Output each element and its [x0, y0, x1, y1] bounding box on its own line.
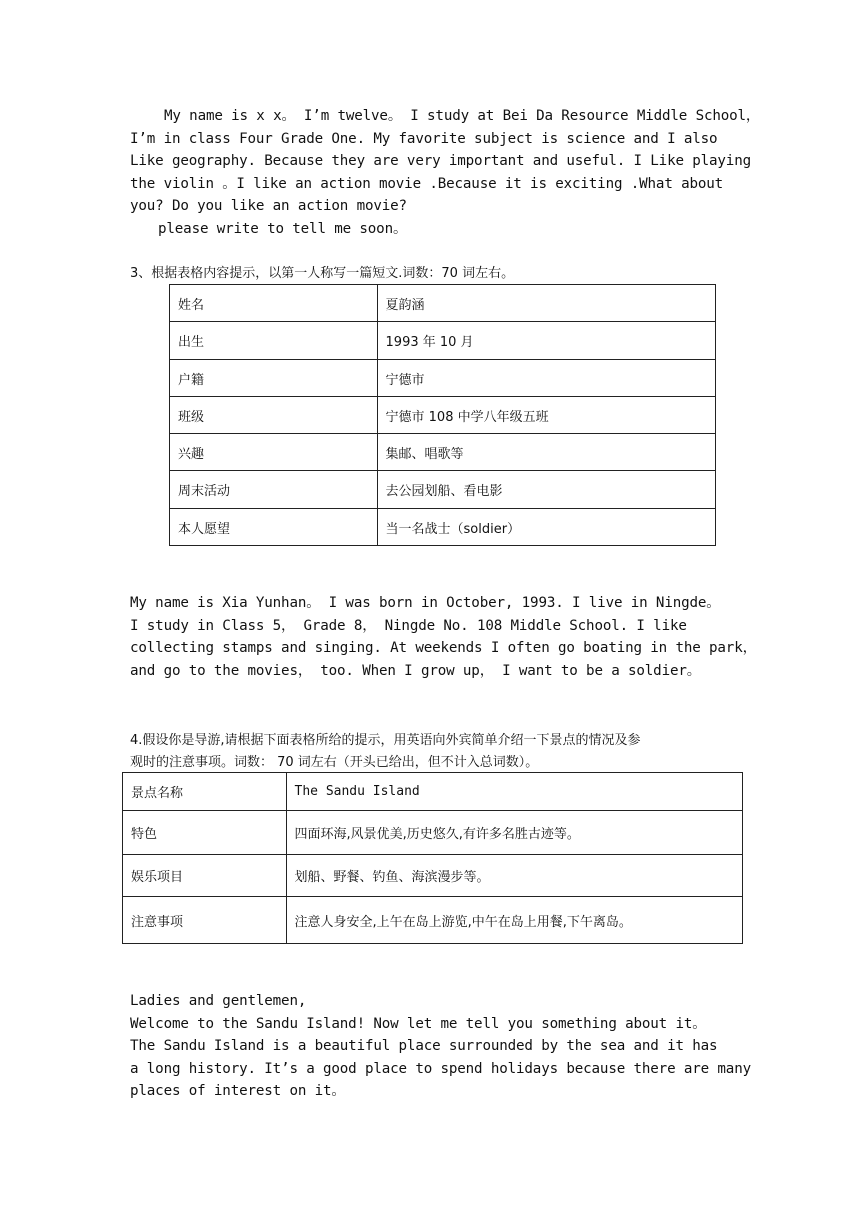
answer-line: collecting stamps and singing. At weekends I often go boating in the park，: [130, 640, 757, 657]
letter-line: please write to tell me soon。: [158, 220, 408, 237]
answer-line: and go to the movies， too. When I grow up， I want to be a soldier。: [130, 662, 701, 679]
answer-line: places of interest on it。: [130, 1083, 346, 1100]
table-value: 集邮、唱歌等: [377, 434, 715, 471]
section4-table: [122, 772, 743, 944]
section4-answer: [130, 990, 751, 1103]
letter-line: My name is x x。 I’m twelve。 I study at Bei Da Resource Middle School，: [164, 108, 760, 124]
table-label: 注意事项: [123, 897, 287, 944]
table-label: 出生: [170, 322, 378, 360]
answer-line: Ladies and gentlemen,: [130, 993, 307, 1009]
letter-line: the violin 。I like an action movie .Because it is exciting .What about: [130, 175, 724, 192]
table-label: 兴趣: [170, 434, 378, 471]
table-label: 周末活动: [170, 471, 378, 509]
table-value: 当一名战士（soldier）: [377, 509, 715, 546]
table-value: 四面环海,风景优美,历史悠久,有许多名胜古迹等。: [286, 811, 742, 855]
table-label: 本人愿望: [170, 509, 378, 546]
table-value: 去公园划船、看电影: [377, 471, 715, 509]
section3-answer: [130, 592, 757, 682]
table-value: The Sandu Island: [286, 773, 742, 811]
letter-line: I’m in class Four Grade One. My favorite subject is science and I also: [130, 130, 718, 147]
section4-heading: [130, 730, 641, 774]
answer-line: Welcome to the Sandu Island! Now let me tell you something about it。: [130, 1015, 707, 1032]
table-row: [123, 855, 743, 897]
table-row: [170, 360, 716, 397]
table-row: [123, 811, 743, 855]
table-label: 景点名称: [123, 773, 287, 811]
table-label: 姓名: [170, 285, 378, 322]
letter-line: Like geography. Because they are very important and useful. I Like playing: [130, 153, 751, 170]
table-row: [170, 471, 716, 509]
table-row: [170, 285, 716, 322]
table-value: 划船、野餐、钓鱼、海滨漫步等。: [286, 855, 742, 897]
table-value: 宁德市 108 中学八年级五班: [377, 397, 715, 434]
table-value: 注意人身安全,上午在岛上游览,中午在岛上用餐,下午离岛。: [286, 897, 742, 944]
table-row: [170, 397, 716, 434]
table-row: [170, 322, 716, 360]
section3-table: [169, 284, 716, 546]
table-row: [123, 773, 743, 811]
heading-line: 4.假设你是导游,请根据下面表格所给的提示，用英语向外宾简单介绍一下景点的情况及参: [130, 733, 641, 748]
table-value: 夏韵涵: [377, 285, 715, 322]
table-value: 宁德市: [377, 360, 715, 397]
answer-line: The Sandu Island is a beautiful place surrounded by the sea and it has: [130, 1038, 718, 1055]
letter-paragraph: [130, 105, 760, 241]
letter-line: you? Do you like an action movie?: [130, 198, 407, 215]
table-row: [170, 509, 716, 546]
table-label: 特色: [123, 811, 287, 855]
table-label: 班级: [170, 397, 378, 434]
table-label: 户籍: [170, 360, 378, 397]
table-label: 娱乐项目: [123, 855, 287, 897]
answer-line: My name is Xia Yunhan。 I was born in October, 1993. I live in Ningde。: [130, 595, 721, 611]
section3-heading: 3、根据表格内容提示，以第一人称写一篇短文.词数：70 词左右。: [130, 266, 515, 281]
table-value: 1993 年 10 月: [377, 322, 715, 360]
answer-line: a long history. It’s a good place to spend holidays because there are many: [130, 1060, 751, 1077]
heading-line: 观时的注意事项。词数： 70 词左右（开头已给出，但不计入总词数）。: [130, 755, 539, 770]
answer-line: I study in Class 5， Grade 8， Ningde No. 108 Middle School. I like: [130, 617, 687, 634]
table-row: [170, 434, 716, 471]
table-row: [123, 897, 743, 944]
